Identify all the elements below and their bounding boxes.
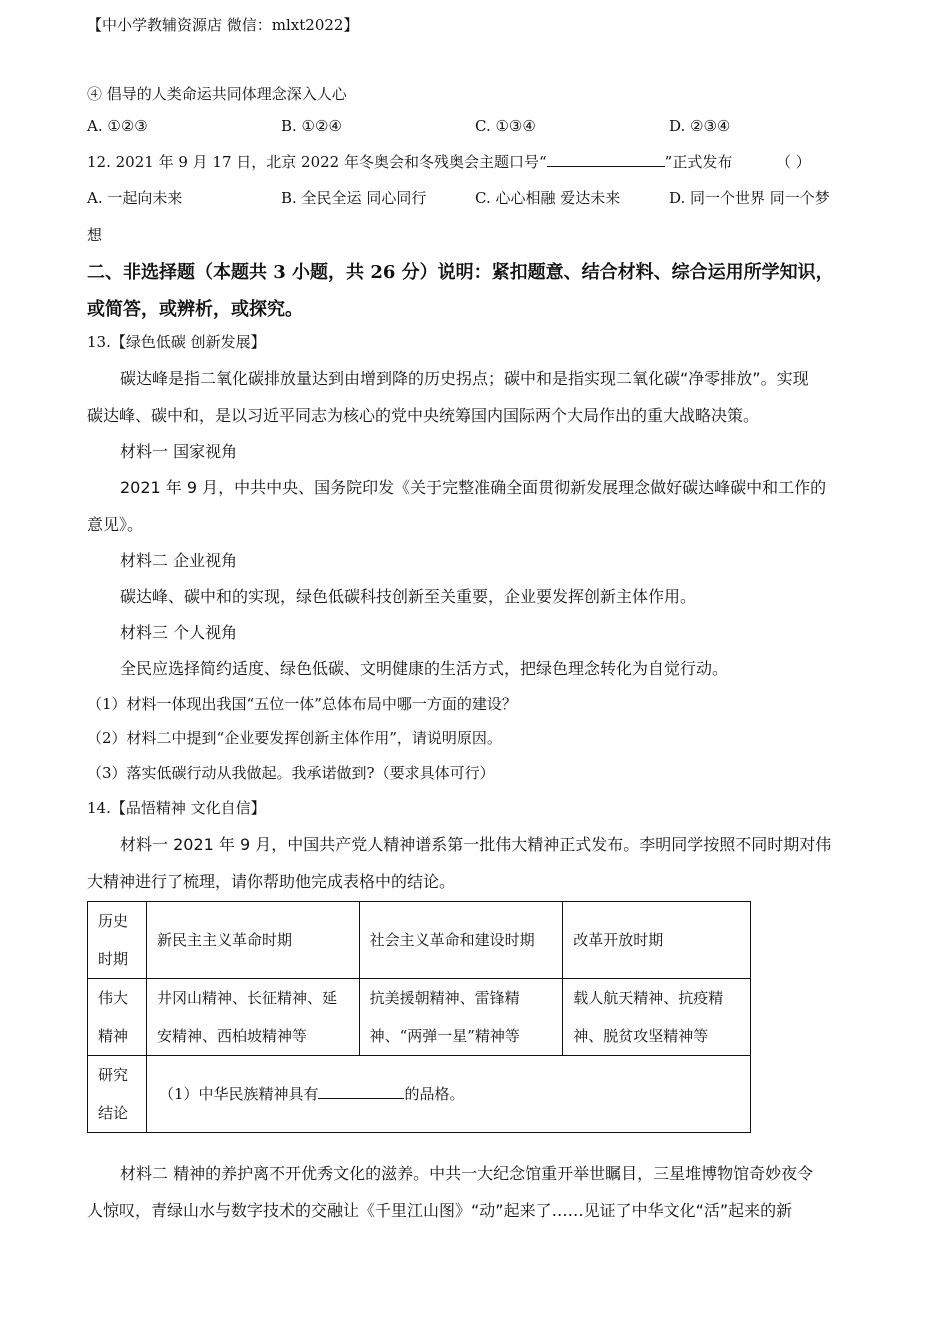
q12-answer-blank [547,152,665,167]
q14-material1-line2: 大精神进行了梳理，请你帮助他完成表格中的结论。 [87,872,456,891]
q13-material2-title: 材料二 企业视角 [120,551,238,570]
spirit-table [87,901,751,1133]
table-cell-head-conclusion: 研究结论 [88,1056,147,1133]
table-cell-socialist-construction: 社会主义革命和建设时期 [359,902,563,979]
q13-material3-title: 材料三 个人视角 [120,623,238,642]
q13-sub-question-3: （3）落实低碳行动从我做起。我承诺做到?（要求具体可行） [87,764,495,782]
page-header: 【中小学教辅资源店 微信：mlxt2022】 [87,16,359,34]
conclusion-after: 的品格。 [404,1085,465,1103]
q13-sub-question-2: （2）材料二中提到“企业要发挥创新主体作用”，请说明原因。 [87,729,502,747]
q13-material2-text: 碳达峰、碳中和的实现，绿色低碳科技创新至关重要，企业要发挥创新主体作用。 [120,587,697,606]
q14-material2-line1: 材料二 精神的养护离不开优秀文化的滋养。中共一大纪念馆重开举世瞩目，三星堆博物馆奇妙夜令 [120,1164,814,1183]
q13-material3-text: 全民应选择简约适度、绿色低碳、文明健康的生活方式，把绿色理念转化为自觉行动。 [120,659,729,678]
table-cell-head-spirit: 伟大精神 [88,979,147,1056]
q14-material1-line1: 材料一 2021 年 9 月，中国共产党人精神谱系第一批伟大精神正式发布。李明同学按照不同时期对伟 [120,835,832,854]
section2-heading-line1: 二、非选择题（本题共 3 小题，共 26 分）说明：紧扣题意、结合材料、综合运用所学知识， [87,262,834,283]
section2-heading-line2: 或简答，或辨析，或探究。 [87,299,303,320]
conclusion-before: （1）中华民族精神具有 [158,1085,319,1103]
q12-option-d: D. 同一个世界 同一个梦 [669,189,830,207]
q11-option-a: A. ①②③ [87,117,148,135]
table-cell-spirit-3: 载人航天精神、抗疫精神、脱贫攻坚精神等 [563,979,751,1056]
table-cell-spirit-1: 井冈山精神、长征精神、延安精神、西柏坡精神等 [146,979,359,1056]
q14-material2-line2: 人惊叹，青绿山水与数字技术的交融让《千里江山图》“动”起来了……见证了中华文化“活”起来的新 [87,1201,793,1220]
q11-item-4: ④ 倡导的人类命运共同体理念深入人心 [87,85,347,103]
table-row-conclusion [88,1056,751,1133]
q12-stem-after: ”正式发布 [664,153,733,171]
q12-stem [87,151,732,172]
table-cell-spirit-2: 抗美援朝精神、雷锋精神、“两弹一星”精神等 [359,979,563,1056]
table-cell-reform-opening: 改革开放时期 [563,902,751,979]
q14-title: 14.【品悟精神 文化自信】 [87,799,266,817]
q11-option-d: D. ②③④ [669,117,731,135]
q12-option-a: A. 一起向未来 [87,189,183,207]
q12-stem-before: 12. 2021 年 9 月 17 日，北京 2022 年冬奥会和冬残奥会主题口号“ [87,153,547,171]
table-cell-conclusion [146,1056,750,1133]
q11-option-c: C. ①③④ [475,117,536,135]
q13-title: 13.【绿色低碳 创新发展】 [87,333,266,351]
table-row-spirit [88,979,751,1056]
q13-material1-title: 材料一 国家视角 [120,442,238,461]
table-cell-head-period: 历史时期 [88,902,147,979]
table-cell-new-democratic: 新民主主义革命时期 [146,902,359,979]
q12-option-c: C. 心心相融 爱达未来 [475,189,621,207]
q12-answer-paren: （ ） [776,153,811,171]
q12-option-d-wrap: 想 [87,226,103,244]
q13-intro-line2: 碳达峰、碳中和，是以习近平同志为核心的党中央统筹国内国际两个大局作出的重大战略决策。 [87,406,760,425]
q13-sub-question-1: （1）材料一体现出我国“五位一体”总体布局中哪一方面的建设？ [87,695,517,713]
q13-material1-line1: 2021 年 9 月，中共中央、国务院印发《关于完整准确全面贯彻新发展理念做好碳达峰碳中和工作的 [120,478,827,497]
conclusion-answer-blank [318,1084,404,1099]
q11-option-b: B. ①②④ [281,117,342,135]
q13-intro-line1: 碳达峰是指二氧化碳排放量达到由增到降的历史拐点；碳中和是指实现二氧化碳“净零排放”。实现 [120,369,809,388]
q13-material1-line2: 意见》。 [87,515,144,534]
table-row-period [88,902,751,979]
q12-option-b: B. 全民全运 同心同行 [281,189,427,207]
